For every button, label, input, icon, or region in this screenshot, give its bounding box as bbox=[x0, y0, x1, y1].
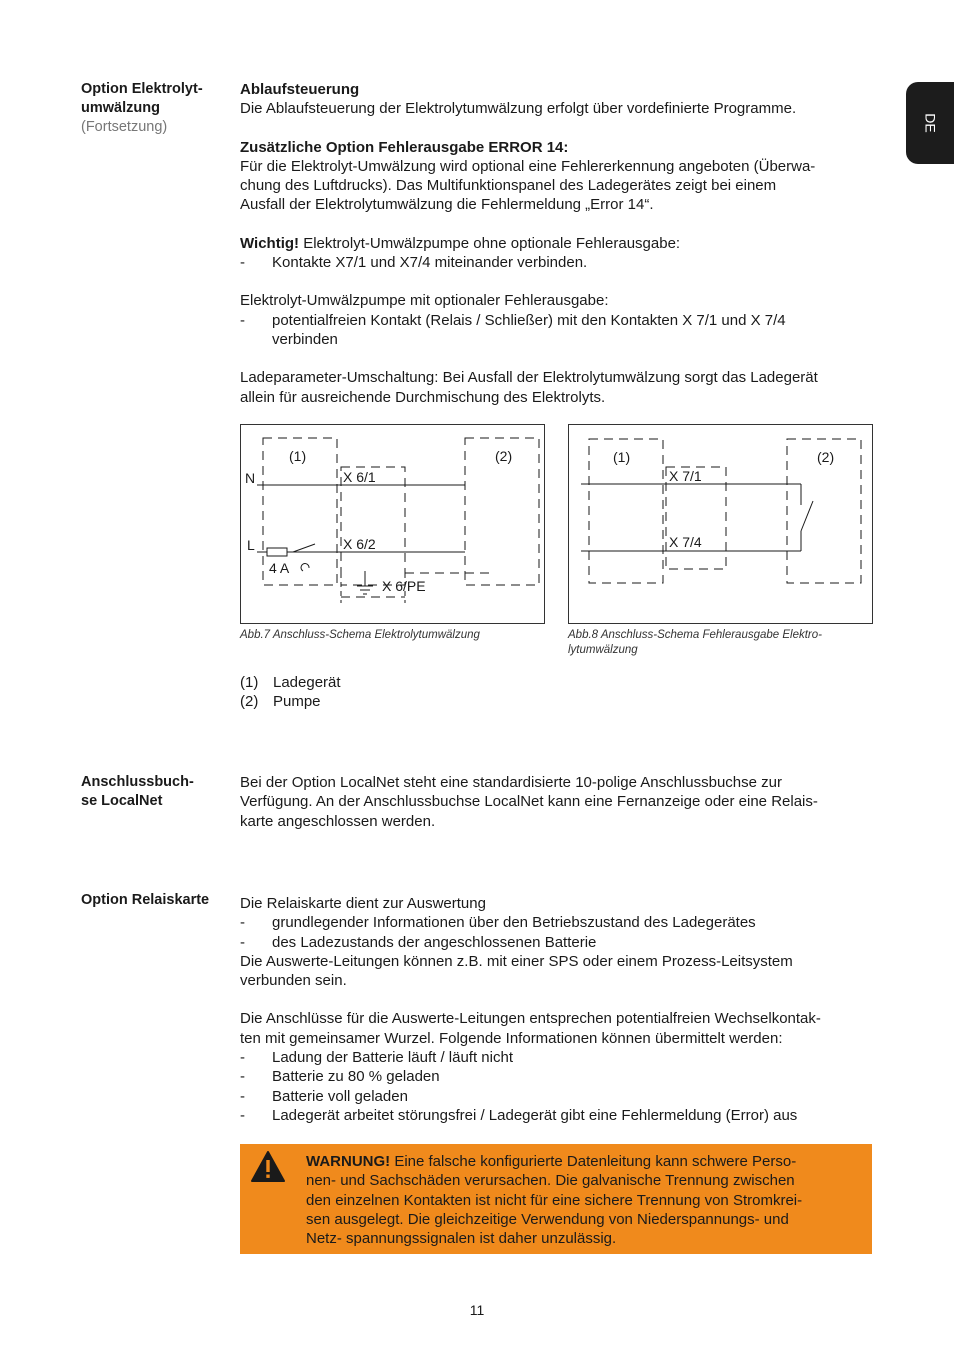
warning-box bbox=[240, 1144, 872, 1254]
figure-7-diagram bbox=[240, 424, 545, 624]
fig7-fuse: 4 A bbox=[269, 560, 290, 576]
fig8-label-1: (1) bbox=[613, 449, 631, 465]
legend-item bbox=[240, 673, 341, 692]
legend-text: Pumpe bbox=[273, 693, 321, 711]
side-title-line: Option Relaiskarte bbox=[81, 892, 210, 908]
fuse-symbol bbox=[267, 548, 287, 556]
section-body-elektrolyt bbox=[240, 80, 875, 407]
language-tab bbox=[906, 82, 954, 164]
fig8-x74: X 7/4 bbox=[669, 534, 702, 550]
warning-line: nen- und Sachschäden verursachen. Die galvanische Trennung zwischen bbox=[306, 1172, 795, 1190]
text-line: Die Auswerte-Leitungen können z.B. mit einer SPS oder einem Prozess-Leitsystem bbox=[240, 952, 793, 970]
side-title-line: umwälzung bbox=[81, 100, 160, 116]
list-item: - potentialfreien Kontakt (Relais / Schließer) mit den Kontakten X 7/1 und X 7/4 bbox=[240, 311, 875, 330]
warning-text bbox=[306, 1152, 854, 1248]
side-title-line: se LocalNet bbox=[81, 793, 163, 809]
section-title-elektrolyt bbox=[81, 80, 231, 137]
switch-symbol bbox=[293, 544, 315, 552]
warning-line: sen ausgelegt. Die gleichzeitige Verwendung von Niederspannungs- und bbox=[306, 1210, 789, 1228]
fig7-label-2: (2) bbox=[495, 448, 513, 464]
wichtig-label: Wichtig! bbox=[240, 234, 300, 252]
fig7-label-1: (1) bbox=[289, 448, 307, 464]
warning-line-1-text: Eine falsche konfigurierte Datenleitung kann schwere Perso- bbox=[390, 1153, 797, 1170]
fig7-x6pe: X 6/PE bbox=[382, 578, 426, 594]
side-title-line: Anschlussbuch- bbox=[81, 774, 194, 790]
legend-num: (2) bbox=[240, 693, 259, 711]
section-body-relaiskarte bbox=[240, 894, 875, 1125]
warning-label: WARNUNG! bbox=[306, 1153, 391, 1170]
text-wichtig bbox=[240, 234, 875, 253]
legend-item bbox=[240, 692, 341, 711]
fig8-x71: X 7/1 bbox=[669, 468, 702, 484]
schema-fehlerausgabe bbox=[569, 425, 872, 623]
list-item: - grundlegender Informationen über den Betriebszustand des Ladegerätes bbox=[240, 913, 875, 932]
warning-line: den einzelnen Kontakten ist nicht für eine sichere Trennung von Stromkrei- bbox=[306, 1191, 803, 1209]
figure-8-diagram bbox=[568, 424, 873, 624]
list-item: - Ladung der Batterie läuft / läuft nicht bbox=[240, 1048, 875, 1067]
legend-num: (1) bbox=[240, 674, 259, 691]
warning-icon bbox=[250, 1150, 286, 1189]
list-item: - Batterie voll geladen bbox=[240, 1087, 875, 1106]
figure-legend bbox=[240, 673, 341, 712]
section-title-relaiskarte bbox=[81, 891, 231, 910]
schema-elektrolytumwaelzung bbox=[241, 425, 544, 623]
wichtig-text: Elektrolyt-Umwälzpumpe ohne optionale Fehlerausgabe: bbox=[299, 234, 681, 252]
list-item-continued: verbinden bbox=[272, 330, 338, 348]
text-line: ten mit gemeinsamer Wurzel. Folgende Informationen können übermittelt werden: bbox=[240, 1029, 783, 1047]
text-error-3: Ausfall der Elektrolytumwälzung die Fehlermeldung „Error 14“. bbox=[240, 196, 654, 214]
figure-8-caption bbox=[568, 628, 822, 658]
fig7-n: N bbox=[245, 470, 256, 486]
side-continued: (Fortsetzung) bbox=[81, 119, 168, 135]
text-umschalt-1: Ladeparameter-Umschaltung: Bei Ausfall der Elektrolytumwälzung sorgt das Ladegerät bbox=[240, 369, 818, 387]
list-item: - Ladegerät arbeitet störungsfrei / Ladegerät gibt eine Fehlermeldung (Error) aus bbox=[240, 1106, 875, 1125]
text-intro: Die Relaiskarte dient zur Auswertung bbox=[240, 895, 486, 912]
warning-line: Netz- spannungssignalen ist daher unzulässig. bbox=[306, 1230, 617, 1248]
legend-text: Ladegerät bbox=[273, 674, 341, 691]
text-umschalt-2: allein für ausreichende Durchmischung des Elektrolyts. bbox=[240, 388, 606, 406]
text-mit: Elektrolyt-Umwälzpumpe mit optionaler Fehlerausgabe: bbox=[240, 292, 609, 310]
figure-7-caption: Abb.7 Anschluss-Schema Elektrolytumwälzung bbox=[240, 629, 480, 641]
side-title-line: Option Elektrolyt- bbox=[81, 81, 203, 97]
section-title-localnet bbox=[81, 773, 231, 811]
caption-line: lytumwälzung bbox=[568, 644, 638, 656]
fig8-label-2: (2) bbox=[817, 449, 835, 465]
fig7-x62: X 6/2 bbox=[343, 536, 376, 552]
text-line: Die Anschlüsse für die Auswerte-Leitungen entsprechen potentialfreien Wechselkontak- bbox=[240, 1010, 821, 1028]
caption-line: Abb.8 Anschluss-Schema Fehlerausgabe Elektro- bbox=[568, 629, 822, 641]
fig7-l: L bbox=[247, 537, 255, 553]
text-line: Verfügung. An der Anschlussbuchse LocalNet kann eine Fernanzeige oder eine Relais- bbox=[240, 793, 818, 811]
fuse-char-icon bbox=[301, 564, 309, 571]
warning-line-1 bbox=[306, 1152, 854, 1171]
text-line: karte angeschlossen werden. bbox=[240, 812, 436, 830]
heading-error: Zusätzliche Option Fehlerausgabe ERROR 14: bbox=[240, 138, 569, 156]
page-number: 11 bbox=[469, 1302, 485, 1318]
section-body-localnet bbox=[240, 773, 875, 831]
text-line: verbunden sein. bbox=[240, 972, 347, 990]
list-item: - Kontakte X7/1 und X7/4 miteinander verbinden. bbox=[240, 253, 875, 272]
text-error-1: Für die Elektrolyt-Umwälzung wird optional eine Fehlererkennung angeboten (Überwa- bbox=[240, 157, 816, 175]
list-item: - Batterie zu 80 % geladen bbox=[240, 1067, 875, 1086]
list-item: - des Ladezustands der angeschlossenen Batterie bbox=[240, 933, 875, 952]
relay-switch bbox=[801, 501, 813, 531]
text-ablauf: Die Ablaufsteuerung der Elektrolytumwälzung erfolgt über vordefinierte Programme. bbox=[240, 100, 797, 118]
heading-ablauf: Ablaufsteuerung bbox=[240, 81, 360, 98]
text-error-2: chung des Luftdrucks). Das Multifunktionspanel des Ladegerätes zeigt bei einem bbox=[240, 177, 777, 195]
fig7-x61: X 6/1 bbox=[343, 469, 376, 485]
text-line: Bei der Option LocalNet steht eine standardisierte 10-polige Anschlussbuchse zur bbox=[240, 774, 782, 791]
language-tab-label: DE bbox=[922, 113, 939, 133]
